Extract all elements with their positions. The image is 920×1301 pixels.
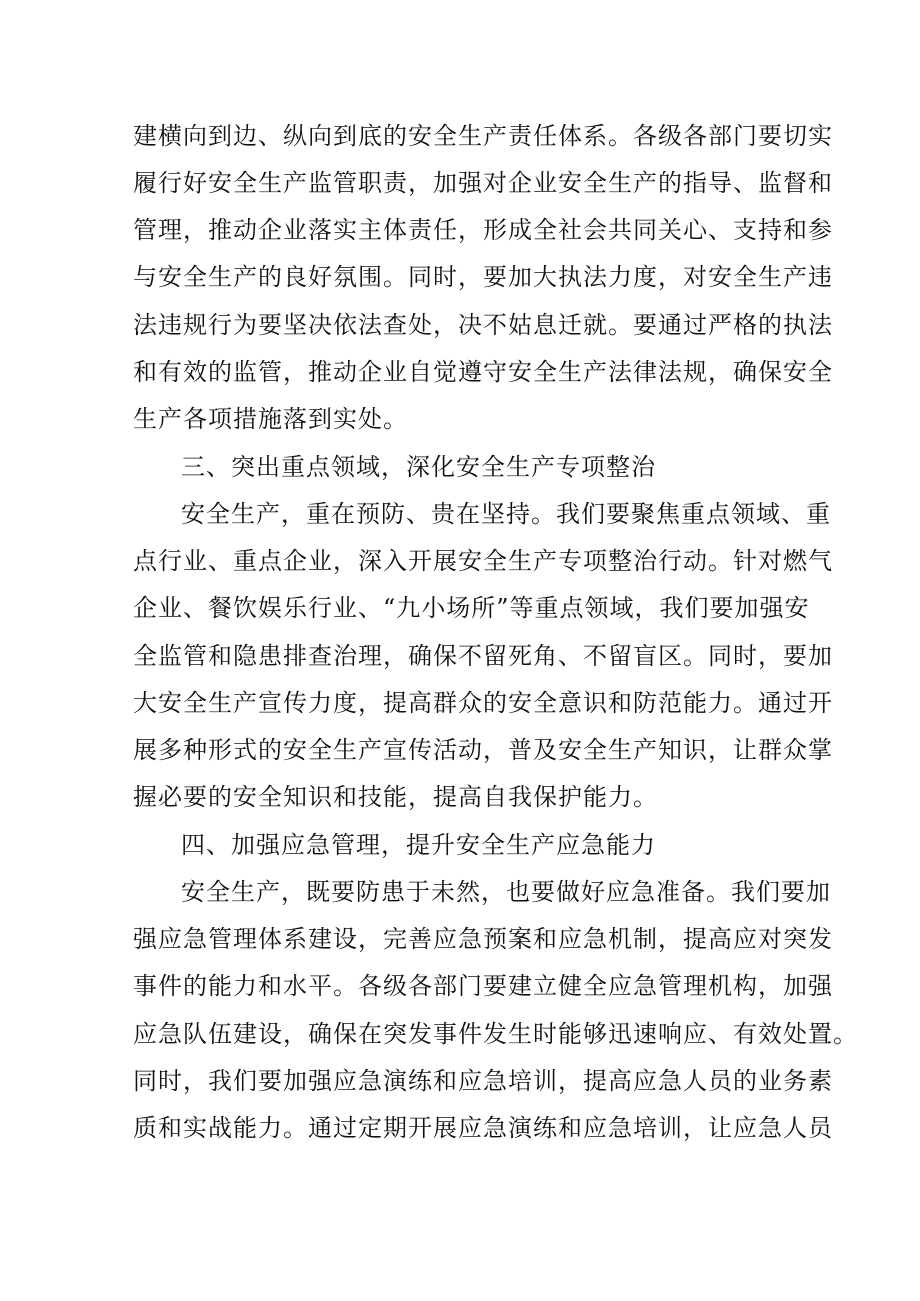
body-text-line: 企业、餐饮娱乐行业、“九小场所”等重点领域，我们要加强安: [133, 594, 810, 622]
section-heading: 四、加强应急管理，提升安全生产应急能力: [181, 831, 656, 859]
body-text-line: 事件的能力和水平。各级各部门要建立健全应急管理机构，加强: [133, 972, 833, 1000]
section-heading: 三、突出重点领域，深化安全生产专项整治: [181, 453, 656, 481]
body-text-line: 生产各项措施落到实处。: [133, 405, 408, 433]
body-text-line: 与安全生产的良好氛围。同时，要加大执法力度，对安全生产违: [133, 263, 833, 291]
body-text-line: 和有效的监管，推动企业自觉遵守安全生产法律法规，确保安全: [133, 358, 833, 386]
body-text-line: 管理，推动企业落实主体责任，形成全社会共同关心、支持和参: [133, 216, 833, 244]
body-text-line: 安全生产，既要防患于未然，也要做好应急准备。我们要加: [181, 878, 831, 906]
body-text-line: 法违规行为要坚决依法查处，决不姑息迁就。要通过严格的执法: [133, 311, 833, 339]
body-text-line: 安全生产，重在预防、贵在坚持。我们要聚焦重点领域、重: [181, 500, 831, 528]
body-text-line: 应急队伍建设，确保在突发事件发生时能够迅速响应、有效处置。: [133, 1020, 858, 1048]
body-text-line: 展多种形式的安全生产宣传活动，普及安全生产知识，让群众掌: [133, 736, 833, 764]
body-text-line: 点行业、重点企业，深入开展安全生产专项整治行动。针对燃气: [133, 547, 833, 575]
body-text-line: 强应急管理体系建设，完善应急预案和应急机制，提高应对突发: [133, 925, 833, 953]
body-text-line: 同时，我们要加强应急演练和应急培训，提高应急人员的业务素: [133, 1067, 833, 1095]
body-text-line: 质和实战能力。通过定期开展应急演练和应急培训，让应急人员: [133, 1114, 833, 1142]
body-text-line: 建横向到边、纵向到底的安全生产责任体系。各级各部门要切实: [133, 122, 833, 150]
body-text-line: 大安全生产宣传力度，提高群众的安全意识和防范能力。通过开: [133, 689, 833, 717]
body-text-line: 握必要的安全知识和技能，提高自我保护能力。: [133, 783, 658, 811]
body-text-line: 全监管和隐患排查治理，确保不留死角、不留盲区。同时，要加: [133, 642, 833, 670]
body-text-line: 履行好安全生产监管职责，加强对企业安全生产的指导、监督和: [133, 169, 833, 197]
